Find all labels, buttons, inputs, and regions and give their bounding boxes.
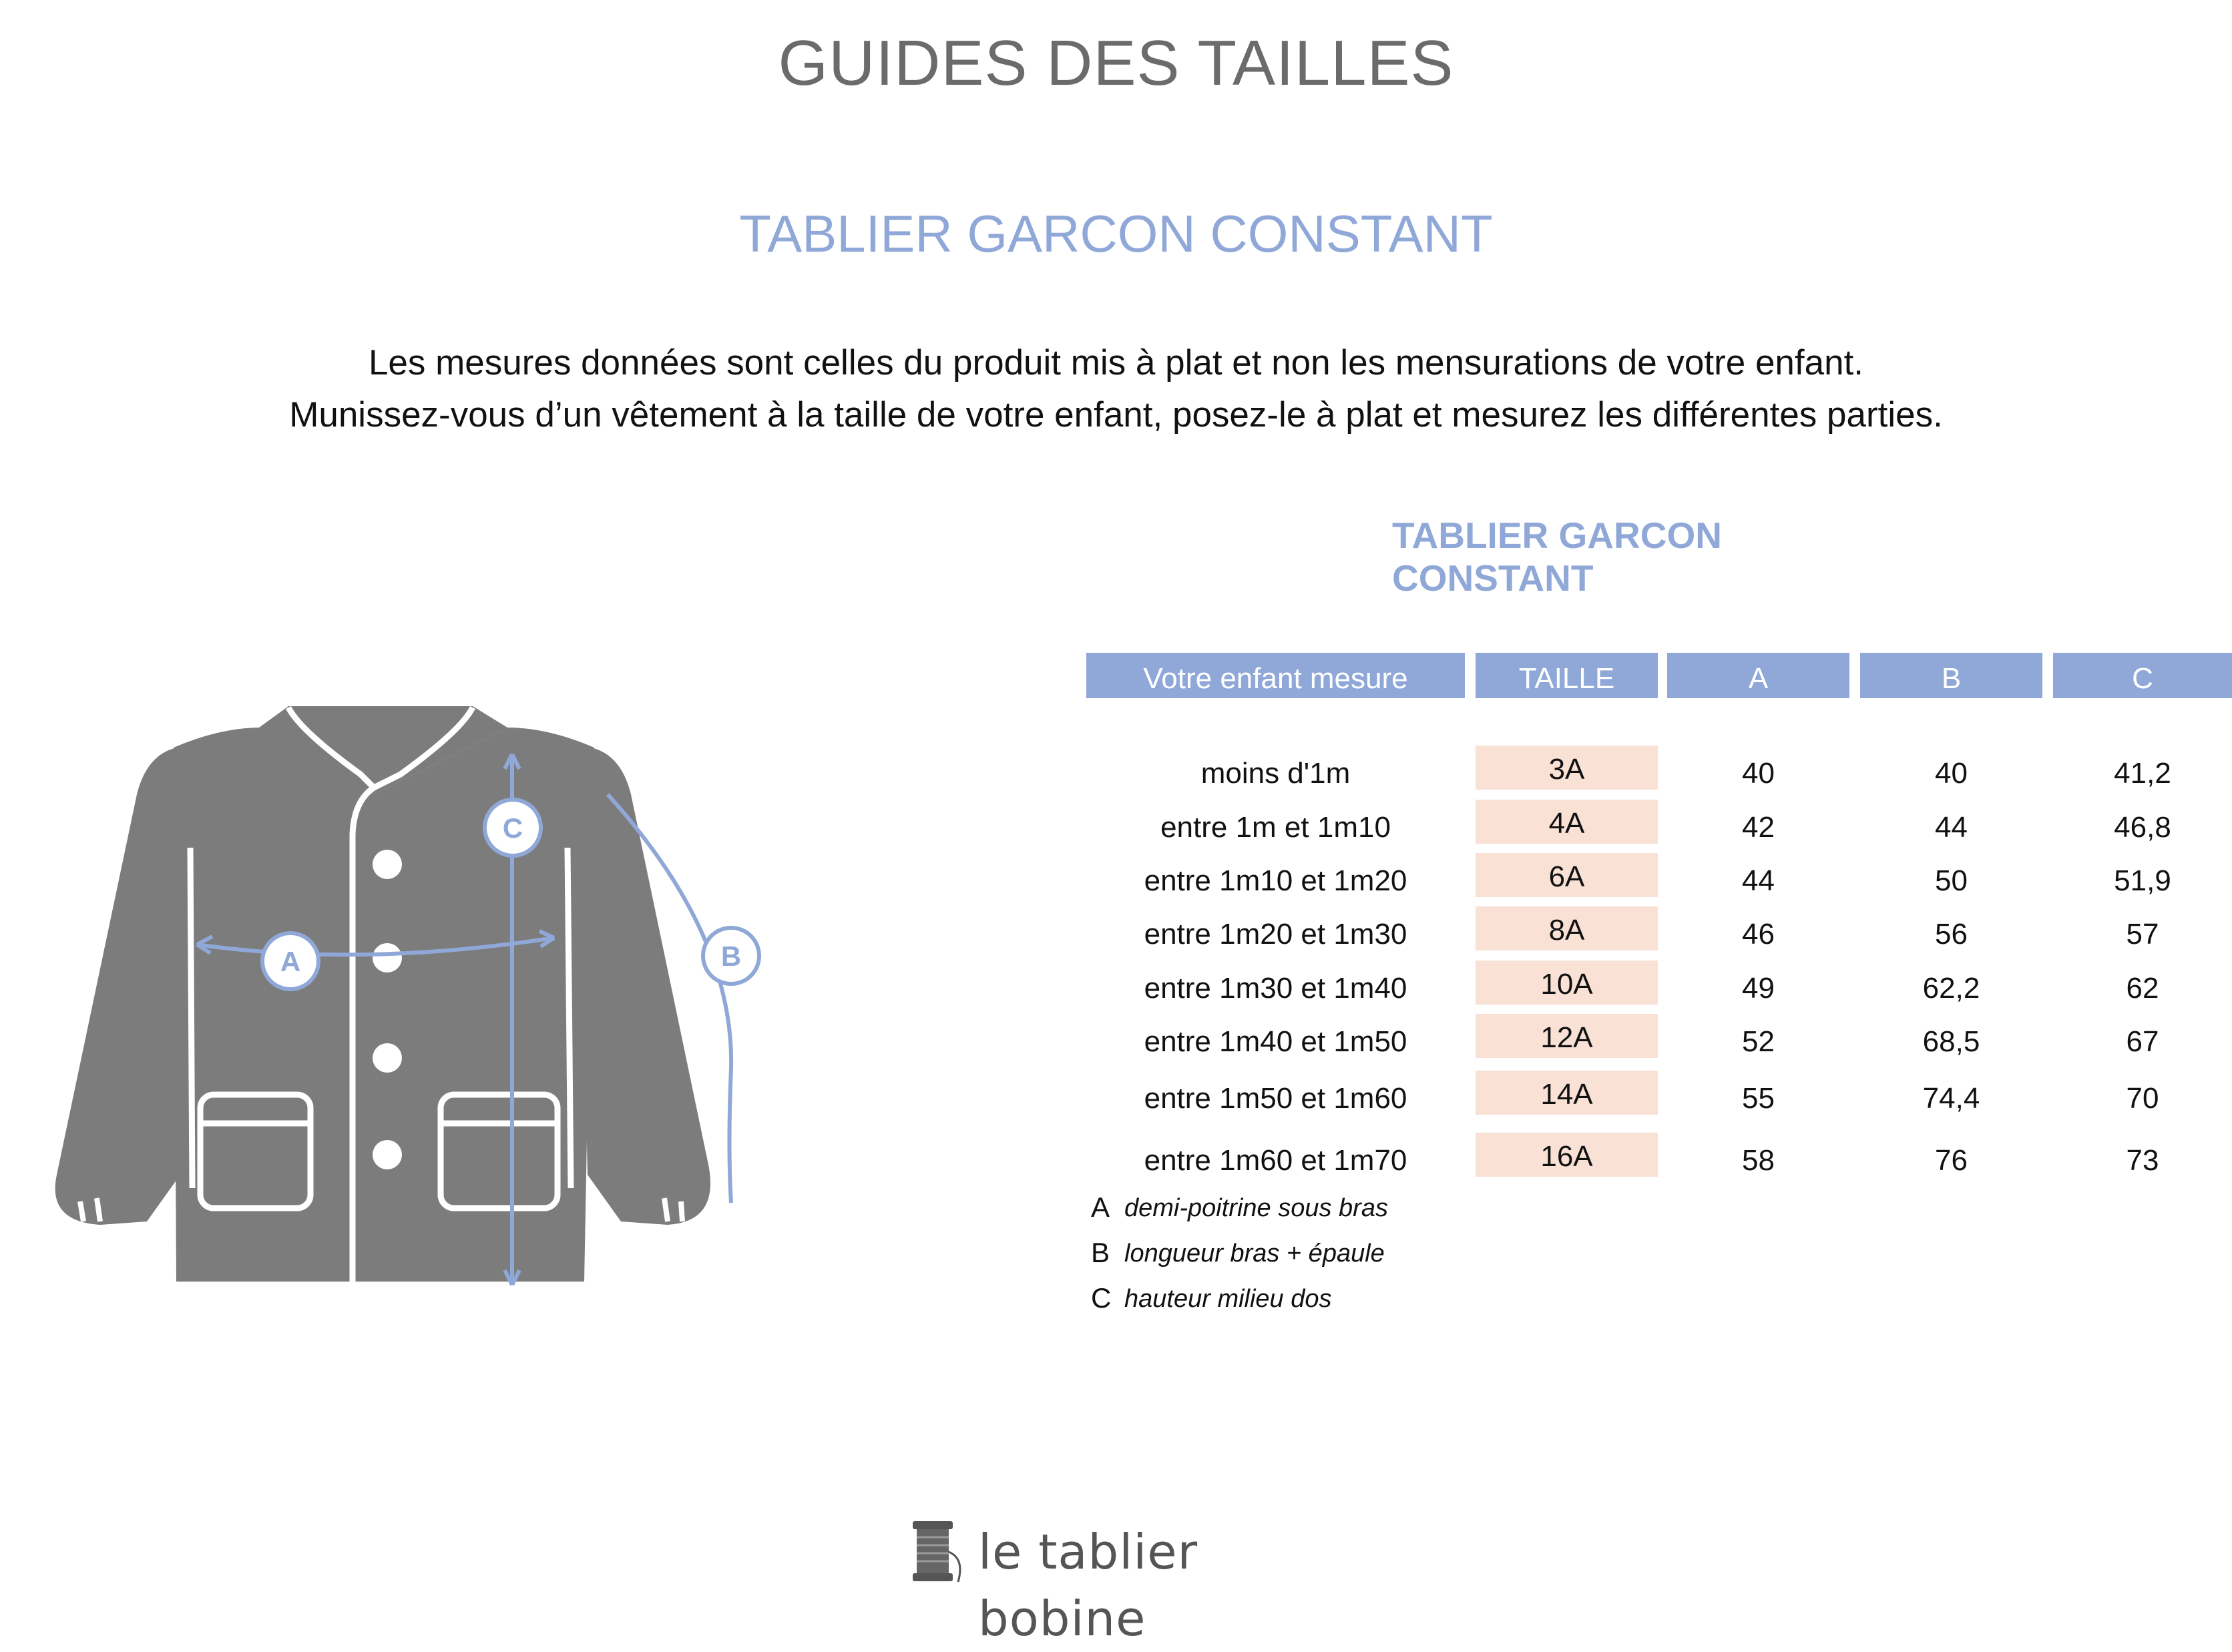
cell-height: entre 1m10 et 1m20 [1144,864,1407,897]
cell-c: 46,8 [2114,811,2171,844]
cell-size: 4A [1476,800,1658,844]
cell-size: 16A [1476,1133,1658,1177]
logo-text: le tablier bobine [978,1524,1198,1647]
cell-height: entre 1m30 et 1m40 [1144,972,1407,1005]
intro-text [0,337,2232,441]
brand-logo [905,1519,1319,1647]
button-dot-icon [373,850,402,879]
page-title: GUIDES DES TAILLES [778,27,1454,99]
legend-letter-b: B [1091,1237,1110,1268]
cell-c: 70 [2126,1082,2159,1115]
cell-b: 50 [1935,864,1968,897]
label-b: B [720,940,742,972]
cell-c: 41,2 [2114,757,2171,790]
cell-b: 40 [1935,757,1968,790]
cell-c: 51,9 [2114,864,2171,897]
legend-letter-c: C [1091,1282,1112,1314]
legend-text-b: longueur bras + épaule [1124,1240,1385,1268]
header-a: A [1667,653,1849,698]
cell-height: entre 1m40 et 1m50 [1144,1025,1407,1058]
label-c: C [502,812,523,844]
cell-b: 76 [1935,1144,1968,1177]
cell-a: 42 [1742,811,1775,844]
cell-height: moins d'1m [1200,757,1351,790]
cell-b: 62,2 [1922,972,1980,1005]
cell-a: 49 [1742,972,1775,1005]
jacket-shape [55,706,710,1282]
cell-b: 44 [1935,811,1968,844]
cell-size: 12A [1476,1014,1658,1058]
table-title: TABLIER GARCON CONSTANT [1392,515,1722,599]
cell-a: 46 [1742,918,1775,950]
intro-line-2: Munissez-vous d’un vêtement à la taille de votre enfant, posez-le à plat et mesurez les différentes parties. [289,395,1943,435]
button-dot-icon [373,1043,402,1073]
thread-spool-icon [905,1519,971,1585]
cell-b: 68,5 [1922,1025,1980,1058]
header-b: B [1860,653,2042,698]
header-c: C [2053,653,2232,698]
cell-size: 3A [1476,746,1658,790]
cell-height: entre 1m et 1m10 [1160,811,1391,844]
jacket-illustration [40,694,788,1295]
button-dot-icon [373,1140,402,1169]
cell-a: 52 [1742,1025,1775,1058]
cell-height: entre 1m20 et 1m30 [1144,918,1407,950]
cell-a: 58 [1742,1144,1775,1177]
cell-height: entre 1m60 et 1m70 [1144,1144,1407,1177]
header-height: Votre enfant mesure [1086,653,1465,698]
cell-size: 6A [1476,853,1658,897]
cell-height: entre 1m50 et 1m60 [1144,1082,1407,1115]
cell-size: 10A [1476,960,1658,1005]
product-title: TABLIER GARCON CONSTANT [739,204,1493,263]
cell-a: 55 [1742,1082,1775,1115]
button-dot-icon [373,943,402,973]
legend-text-a: demi-poitrine sous bras [1124,1194,1388,1222]
cell-b: 56 [1935,918,1968,950]
intro-line-1: Les mesures données sont celles du produit mis à plat et non les mensurations de votre enfant. [368,343,1864,382]
cell-size: 8A [1476,906,1658,950]
cell-c: 62 [2126,972,2159,1005]
header-size: TAILLE [1476,653,1658,698]
cell-c: 67 [2126,1025,2159,1058]
cell-c: 57 [2126,918,2159,950]
legend-letter-a: A [1091,1191,1110,1223]
cell-size: 14A [1476,1071,1658,1115]
legend-text-c: hauteur milieu dos [1124,1285,1332,1313]
cell-a: 40 [1742,757,1775,790]
cell-b: 74,4 [1922,1082,1980,1115]
label-a: A [280,946,301,977]
cell-c: 73 [2126,1144,2159,1177]
cell-a: 44 [1742,864,1775,897]
